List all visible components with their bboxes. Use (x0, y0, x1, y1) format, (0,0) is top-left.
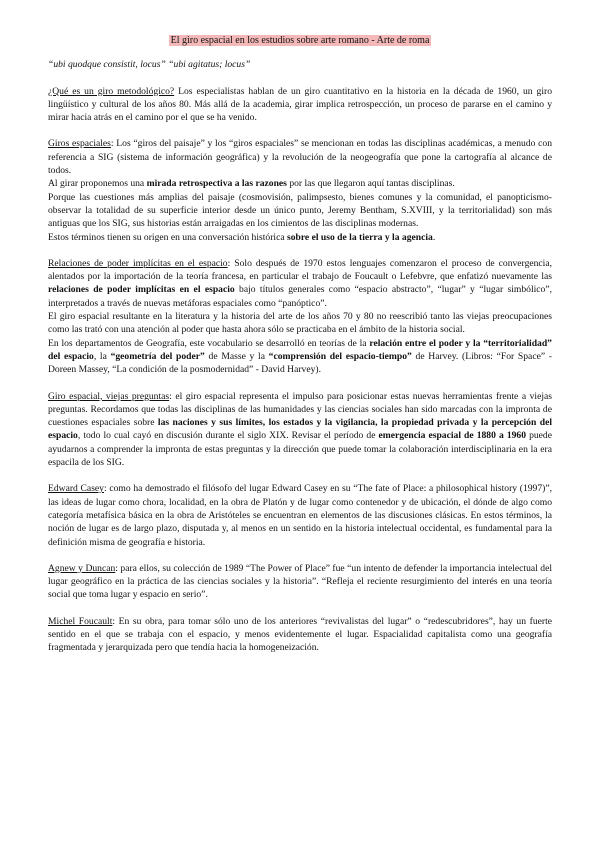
section-text: . (432, 231, 436, 243)
section-heading: Giro espacial, viejas preguntas (48, 390, 170, 402)
section-text: : Los “giros del paisaje” y los “giros espaciales” se mencionan en todas las disciplinas académicas, a menudo con referencia a SIG (sistema de información geográfica) y la revolución de la neogeografía que pone la cartografía al alcance de todos. (48, 138, 553, 177)
document-page (48, 34, 552, 668)
section-text: : Solo después de 1970 estos lenguajes comenzaron el proceso de convergencia, alentados por la importación de la teoría francesa, en particular el trabajo de Foucault o Lefebvre, que enfatizó nuevamente las (48, 257, 553, 283)
bold-phrase: las naciones y sus límites, los estados y la vigilancia, la propiedad privada y la percepción del espacio (48, 417, 552, 442)
bold-phrase: emergencia espacial de 1880 a 1960 (378, 430, 527, 442)
section-text: por las que llegaron aquí tantas disciplinas. (286, 178, 455, 190)
bold-phrase: “comprensión del espacio-tiempo” (268, 350, 412, 362)
title-block (48, 34, 552, 47)
section-text: : como ha demostrado el filósofo del lugar Edward Casey en su “The fate of Place: a philosophical history (1997)”, las ideas de lugar como chora, localidad, en la obra de Platón y de lugar como contenedor y de ubicación, el dónde de algo como categoría metafísica básica en la obra de Aristóteles se encuentran en elementos de las discusiones clásicas. En estos términos, la noción de lugar es de largo plazo, disputada y, al menos en un sentido en la historia intelectual occidental, es fundamental para la definición misma de geografía e historia. (48, 483, 552, 548)
section-text: puede ayudarnos a comprender la impronta de estas preguntas y la dirección que puede tomar la colaboración interdisciplinaria en la era espacila de los SIG. (48, 430, 552, 469)
section-heading: Giros espaciales (48, 138, 111, 150)
bold-phrase: relaciones de poder implícitas en el espacio (48, 284, 235, 296)
section-edward-casey (48, 482, 552, 548)
section-text: En los departamentos de Geografía, este vocabulario se desarrolló en teorías de la (48, 337, 370, 349)
section-heading: Agnew y Duncan (48, 562, 116, 574)
section-viejas-preguntas (48, 390, 552, 470)
section-text: El giro espacial resultante en la literatura y la historia del arte de los años 70 y 80 no reescribió tanto las viejas preocupaciones como las trató con una atención al poder que hasta ahora sólo se practicaba en el ámbito de la historia social. (48, 311, 552, 336)
section-text: Al girar proponemos una (48, 178, 147, 190)
section-text: Los especialistas hablan de un giro cuantitativo en la historia en la década de 1960, un giro lingüístico y cultural de los años 80. Más allá de la academia, girar implica retrospección, un proceso de pararse en el camino y mirar hacia atrás en el camino por el que se ha venido. (48, 85, 552, 124)
bold-phrase: sobre el uso de la tierra y la agencia (286, 231, 433, 243)
bold-phrase: “geometría del poder” (110, 350, 205, 362)
section-text: : el giro espacial representa el impulso para posicionar estas nuevas herramientas frente a viejas preguntas. Recordamos que todas las disciplinas de las humanidades y las ciencias sociales han sido marcadas con la impronta de cuestiones espaciales sobre (48, 390, 553, 429)
section-giro-metodologico (48, 85, 552, 125)
section-relaciones-de-poder (48, 257, 552, 377)
section-heading: Relaciones de poder implícitas en el espacio (48, 257, 228, 269)
section-text: bajo títulos generales como “espacio abstracto”, “lugar” y “lugar simbólico”, interpretados a través de nuevas metáforas espaciales como “panóptico”. (48, 284, 553, 309)
section-text: Estos términos tienen su origen en una conversación histórica (48, 231, 287, 243)
section-giros-espaciales (48, 137, 552, 243)
section-text: de Harvey. (Libros: “For Space” - Doreen Massey, “La condición de la posmodernidad” - David Harvey). (48, 350, 552, 376)
section-michel-foucault (48, 615, 552, 655)
document-title: El giro espacial en los estudios sobre arte romano - Arte de roma (170, 35, 430, 46)
bold-phrase: mirada retrospectiva a las razones (146, 178, 287, 190)
latin-quote: “ubi quodque consistit, locus” “ubi agitatus; locus” (48, 59, 251, 71)
section-text: : para ellos, su colección de 1989 “The Power of Place” fue “un intento de defender la importancia intelectual del lugar geográfico en la práctica de las ciencias sociales y la historia”. “Refleja el reciente resurgimiento del interés en una teoría social que toma lugar y espacio en serio”. (48, 562, 552, 601)
section-heading: Michel Foucault (48, 615, 113, 627)
section-text: , la (93, 350, 111, 362)
section-text: , todo lo cual cayó en discusión durante el siglo XIX. Revisar el período de (77, 430, 379, 442)
section-heading: Edward Casey (48, 483, 104, 495)
section-text: de Masse y la (204, 350, 269, 362)
section-agnew-duncan (48, 562, 552, 602)
bold-phrase: relación entre el poder y la “territorialidad” del espacio (48, 337, 552, 362)
section-heading: ¿Qué es un giro metodológico? (48, 85, 175, 97)
section-text: : En su obra, para tomar sólo uno de los anteriores “revivalistas del lugar” o “redescubridores”, hay un fuerte sentido en el que se trabaja con el espacio, y menos evidentemente el lugar. Espacialidad capitalista como una geografía fragmentada y jerarquizada pero que tendía hacia la homogeneización. (48, 615, 552, 654)
section-text: Porque las cuestiones más amplias del paisaje (cosmovisión, palimpsesto, bienes comunes y la comunidad, el panopticismo-observar la totalidad de su superficie interior desde un único punto, Jeremy Bentham, S.XVIII, y la territorialidad) son más antiguas que los SIG, sus historias están arraigadas en los cimientos de las disciplinas modernas. (48, 191, 552, 230)
